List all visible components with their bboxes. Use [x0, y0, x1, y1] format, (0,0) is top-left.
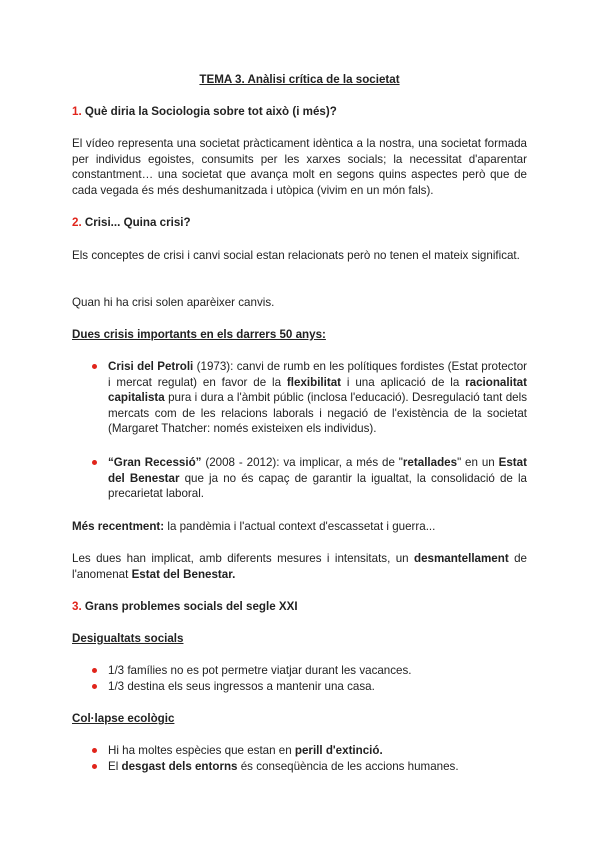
bullet-icon: [92, 764, 97, 769]
list-item: [92, 455, 527, 502]
section-2-paragraph-2: Quan hi ha crisi solen aparèixer canvis.: [72, 296, 275, 309]
recent-text: la pandèmia i l'actual context d'escassetat i guerra...: [164, 520, 436, 533]
section-1-title: Què diria la Sociologia sobre tot això (i més)?: [84, 105, 337, 118]
inequality-list: [92, 663, 527, 694]
gran-recessio-bold-2: retallades: [402, 456, 458, 469]
recent-label: Més recentment:: [72, 520, 165, 533]
ecological-subheading: Col·lapse ecològic: [72, 712, 175, 725]
crisis-petroli-text-2: i una aplicació de la: [341, 375, 466, 389]
list-item: [92, 743, 527, 759]
ecological-item-2-text-1: El: [108, 759, 122, 773]
document-title: TEMA 3. Anàlisi crítica de la societat: [199, 73, 400, 86]
bullet-icon: [92, 460, 97, 465]
gran-recessio-bold-3: Estat del Benestar: [108, 456, 527, 485]
crises-list: [92, 359, 527, 437]
section-2-title: Crisi... Quina crisi?: [84, 216, 191, 229]
section-1-paragraph: El vídeo representa una societat pràcticament idèntica a la nostra, una societat formada per individus egoistes, consumits per les xarxes socials; la necessitat d'aparentar constantment… una societat que avança molt en segons quins aspectes però que de cada vegada és més deshumanitzada i utòpica (vivim en un món fals).: [72, 137, 527, 197]
inequality-subheading: Desigualtats socials: [72, 632, 184, 645]
final-bold-1: desmantellament: [413, 552, 509, 565]
bullet-icon: [92, 364, 97, 369]
bullet-icon: [92, 684, 97, 689]
crisis-petroli-bold-2: flexibilitat: [286, 375, 342, 389]
gran-recessio-label: “Gran Recessió”: [108, 456, 202, 469]
list-item: [92, 759, 527, 775]
ecological-item-1-text: Hi ha moltes espècies que estan en: [108, 744, 295, 757]
list-item: [92, 679, 527, 695]
ecological-list: [92, 743, 527, 774]
crisis-petroli-bold-3: racionalitat capitalista: [108, 375, 527, 405]
list-item: [92, 359, 527, 437]
section-3-number: 3.: [72, 600, 82, 613]
ecological-item-2-text-2: és conseqüència de les accions humanes.: [237, 759, 459, 773]
gran-recessio-text-3: que ja no és capaç de garantir la igualtat, la consolidació de la precarietat laboral.: [108, 471, 527, 501]
final-paragraph: [72, 551, 527, 582]
final-bold-2: Estat del Benestar.: [131, 567, 236, 581]
final-text-1: Les dues han implicat, amb diferents mesures i intensitats, un: [72, 552, 414, 565]
ecological-item-1-bold: perill d'extinció.: [294, 744, 383, 757]
gran-recessio-text-1: (2008 - 2012): va implicar, a més de ": [201, 456, 403, 469]
bullet-icon: [92, 668, 97, 673]
gran-recessio-text-2: " en un: [457, 456, 499, 469]
crises-list-2: [92, 455, 527, 502]
crises-subheading: Dues crisis importants en els darrers 50 anys:: [72, 328, 326, 341]
crisis-petroli-text-3: pura i dura a l'àmbit públic (inclosa l'educació). Desregulació tant dels mercats com de les relacions laborals i negació de l'existència de la societat (Margaret Thatcher: només existeixen els individus).: [108, 391, 527, 436]
recent-paragraph: [72, 519, 527, 535]
section-3-heading: [72, 599, 527, 615]
inequality-item-1: 1/3 famílies no es pot permetre viatjar durant les vacances.: [108, 664, 412, 677]
section-2-paragraph-1: Els conceptes de crisi i canvi social estan relacionats però no tenen el mateix significat.: [72, 249, 520, 262]
section-1-heading: [72, 104, 527, 120]
bullet-icon: [92, 748, 97, 753]
final-text-2: de l'anomenat: [72, 552, 527, 581]
section-2-number: 2.: [72, 216, 82, 229]
ecological-item-2-bold: desgast dels entorns: [121, 759, 238, 773]
section-2-heading: [72, 215, 527, 231]
inequality-item-2: 1/3 destina els seus ingressos a mantenir una casa.: [108, 679, 375, 693]
section-3-title: Grans problemes socials del segle XXI: [84, 600, 298, 613]
crisis-petroli-label: Crisi del Petroli: [108, 360, 194, 373]
list-item: [92, 663, 527, 679]
section-1-number: 1.: [72, 105, 82, 118]
crisis-petroli-text-1: (1973): canvi de rumb en les polítiques fordistes (Estat protector i mercat regulat) en favor de la: [108, 360, 527, 389]
